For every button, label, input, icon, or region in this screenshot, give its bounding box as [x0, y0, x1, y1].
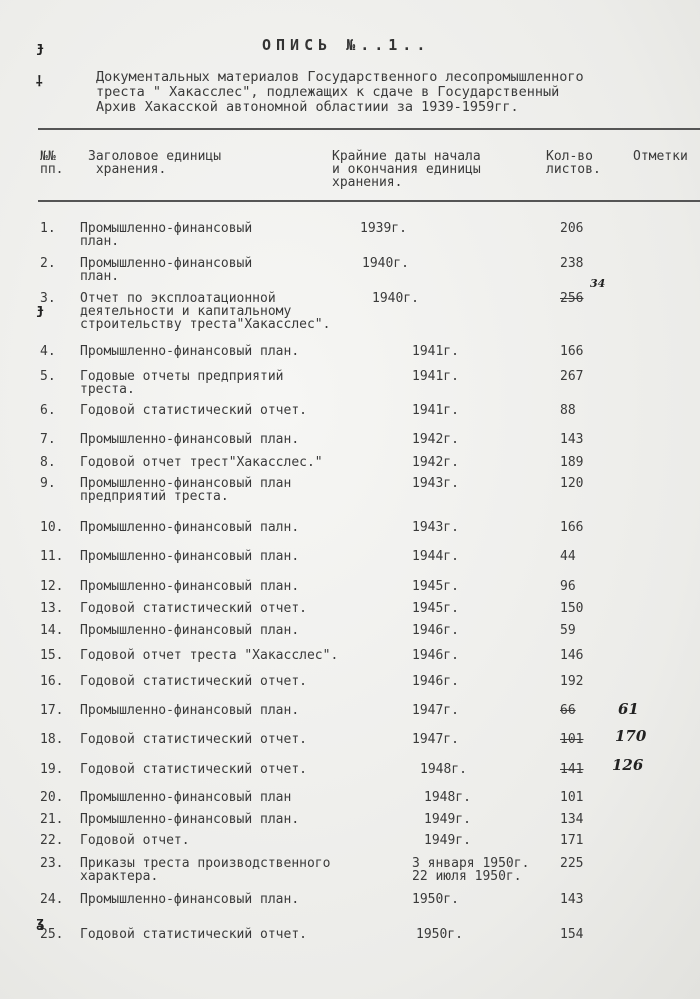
row-sheet-count: 146 [560, 648, 584, 663]
row-title: Годовые отчеты предприятий треста. [80, 369, 284, 397]
row-title: Промышленно-финансовый план. [80, 579, 300, 594]
row-title: Промышленно-финансовый план. [80, 432, 300, 447]
row-dates: 1944г. [412, 549, 459, 564]
row-sheet-count: 101 [560, 790, 584, 805]
document-subtitle [96, 70, 676, 115]
row-number: 9. [40, 476, 56, 491]
table-row [0, 550, 700, 580]
row-sheet-count: 134 [560, 812, 584, 827]
table-row [0, 928, 700, 958]
row-sheet-count: 143 [560, 432, 584, 447]
row-dates: 1950г. [412, 892, 459, 907]
row-title: Промышленно-финансовый план. [80, 892, 300, 907]
handwritten-note-row17: 61 [618, 700, 639, 718]
row-dates: 1943г. [412, 476, 459, 491]
row-sheet-count: 44 [560, 549, 576, 564]
row-number: 20. [40, 790, 64, 805]
row-number: 8. [40, 455, 56, 470]
row-sheet-count: 166 [560, 344, 584, 359]
row-dates: 1943г. [412, 520, 459, 535]
row-sheet-count: 143 [560, 892, 584, 907]
row-title: Промышленно-финансовый план. [80, 256, 253, 284]
row-title: Промышленно-финансовый план. [80, 549, 300, 564]
row-sheet-count: 192 [560, 674, 584, 689]
table-row [0, 477, 700, 507]
row-title: Промышленно-финансовый палн. [80, 520, 300, 535]
handwritten-note-row18: 170 [615, 727, 647, 745]
row-title: Годовой статистический отчет. [80, 674, 307, 689]
row-dates: 1940г. [372, 291, 419, 306]
row-title: Приказы треста производственного характера. [80, 856, 331, 884]
row-dates: 1949г. [424, 812, 471, 827]
row-number: 5. [40, 369, 56, 384]
row-title: Промышленно-финансовый план предприятий треста. [80, 476, 292, 504]
row-sheet-count: 120 [560, 476, 584, 491]
row-dates: 1942г. [412, 455, 459, 470]
row-number: 21. [40, 812, 64, 827]
row-title: Годовой отчет. [80, 833, 190, 848]
row-sheet-count: 166 [560, 520, 584, 535]
row-dates: 1946г. [412, 674, 459, 689]
row-dates: 1950г. [416, 927, 463, 942]
row-number: 19. [40, 762, 64, 777]
row-number: 2. [40, 256, 56, 271]
table-row [0, 222, 700, 252]
row-title: Годовой отчет треста "Хакасслес". [80, 648, 339, 663]
row-dates: 1941г. [412, 369, 459, 384]
row-number: 24. [40, 892, 64, 907]
row-title: Годовой статистический отчет. [80, 762, 307, 777]
row-title: Годовой статистический отчет. [80, 601, 307, 616]
row-number: 7. [40, 432, 56, 447]
row-number: 4. [40, 344, 56, 359]
row-number: 12. [40, 579, 64, 594]
row-sheet-count: 141 [560, 762, 584, 777]
header-divider [38, 200, 700, 202]
row-number: 10. [40, 520, 64, 535]
top-divider [38, 128, 700, 130]
row-number: 14. [40, 623, 64, 638]
row-title: Промышленно-финансовый план [80, 790, 292, 805]
table-row [0, 704, 700, 734]
row-dates: 1948г. [420, 762, 467, 777]
row-dates: 1946г. [412, 623, 459, 638]
row-number: 15. [40, 648, 64, 663]
margin-mark-2: ⸸ [36, 74, 43, 90]
row-title: Промышленно-финансовый план. [80, 703, 300, 718]
col-header-sheets: Кол-во листов. [546, 149, 601, 177]
subtitle-line-1: Документальных материалов Государственного лесопромышленного [96, 69, 584, 85]
table-row [0, 893, 700, 923]
row-number: 3. [40, 291, 56, 306]
row-dates: 1939г. [360, 221, 407, 236]
col-header-title: Заголовое единицы хранения. [88, 149, 222, 177]
row-dates: 1941г. [412, 344, 459, 359]
row-title: Годовой статистический отчет. [80, 403, 307, 418]
row-title: Промышленно-финансовый план. [80, 812, 300, 827]
col-header-dates: Крайние даты начала и окончания единицы хранения. [332, 149, 481, 190]
row-number: 22. [40, 833, 64, 848]
row-number: 13. [40, 601, 64, 616]
row-title: Отчет по эксплоатационной деятельности и капитальному строительству треста"Хакасслес". [80, 291, 331, 332]
row-dates: 1940г. [362, 256, 409, 271]
row-dates: 1945г. [412, 601, 459, 616]
row-sheet-count: 189 [560, 455, 584, 470]
table-row [0, 733, 700, 763]
row-sheet-count: 256 [560, 291, 584, 306]
table-row [0, 763, 700, 793]
subtitle-line-3: Архив Хакасской автономной областиии за 1939-1959гг. [96, 99, 519, 115]
row-number: 17. [40, 703, 64, 718]
handwritten-note-row19: 126 [612, 756, 644, 774]
row-dates: 1946г. [412, 648, 459, 663]
row-sheet-count: 88 [560, 403, 576, 418]
row-number: 16. [40, 674, 64, 689]
row-title: Годовой статистический отчет. [80, 927, 307, 942]
table-row [0, 370, 700, 400]
row-sheet-count: 225 [560, 856, 584, 871]
subtitle-line-2: треста " Хакасслес", подлежащих к сдаче в Государственный [96, 84, 560, 100]
row-number: 23. [40, 856, 64, 871]
margin-mark-4: ʓ [36, 915, 45, 931]
col-header-number: №№ пп. [40, 149, 64, 177]
row-dates: 1948г. [424, 790, 471, 805]
row-dates: 1942г. [412, 432, 459, 447]
row-sheet-count: 150 [560, 601, 584, 616]
row-sheet-count: 59 [560, 623, 576, 638]
row-sheet-count: 66 [560, 703, 576, 718]
row-sheet-count: 238 [560, 256, 584, 271]
row-sheet-count: 96 [560, 579, 576, 594]
row-number: 1. [40, 221, 56, 236]
row-sheet-count: 171 [560, 833, 584, 848]
handwritten-note-row3: 34 [590, 277, 606, 290]
row-dates: 1947г. [412, 732, 459, 747]
row-dates: 1941г. [412, 403, 459, 418]
row-title: Годовой статистический отчет. [80, 732, 307, 747]
table-row [0, 521, 700, 551]
row-dates: 1949г. [424, 833, 471, 848]
row-title: Годовой отчет трест"Хакасслес." [80, 455, 323, 470]
row-number: 11. [40, 549, 64, 564]
document-title: ОПИСЬ №..1.. [262, 36, 431, 54]
row-number: 6. [40, 403, 56, 418]
table-row [0, 675, 700, 705]
row-dates: 1945г. [412, 579, 459, 594]
row-dates: 1947г. [412, 703, 459, 718]
row-title: Промышленно-финансовый план. [80, 344, 300, 359]
row-sheet-count: 101 [560, 732, 584, 747]
row-title: Промышленно-финансовый план. [80, 221, 253, 249]
row-title: Промышленно-финансовый план. [80, 623, 300, 638]
row-dates: 3 января 1950г. 22 июля 1950г. [412, 856, 530, 884]
row-number: 25. [40, 927, 64, 942]
table-row [0, 857, 700, 887]
table-row [0, 404, 700, 434]
margin-mark-3: ɟ [36, 302, 45, 318]
table-row [0, 291, 700, 332]
row-sheet-count: 206 [560, 221, 584, 236]
row-number: 18. [40, 732, 64, 747]
margin-mark-1: ɟ [36, 40, 45, 56]
row-sheet-count: 267 [560, 369, 584, 384]
row-sheet-count: 154 [560, 927, 584, 942]
col-header-notes: Отметки [633, 149, 688, 164]
